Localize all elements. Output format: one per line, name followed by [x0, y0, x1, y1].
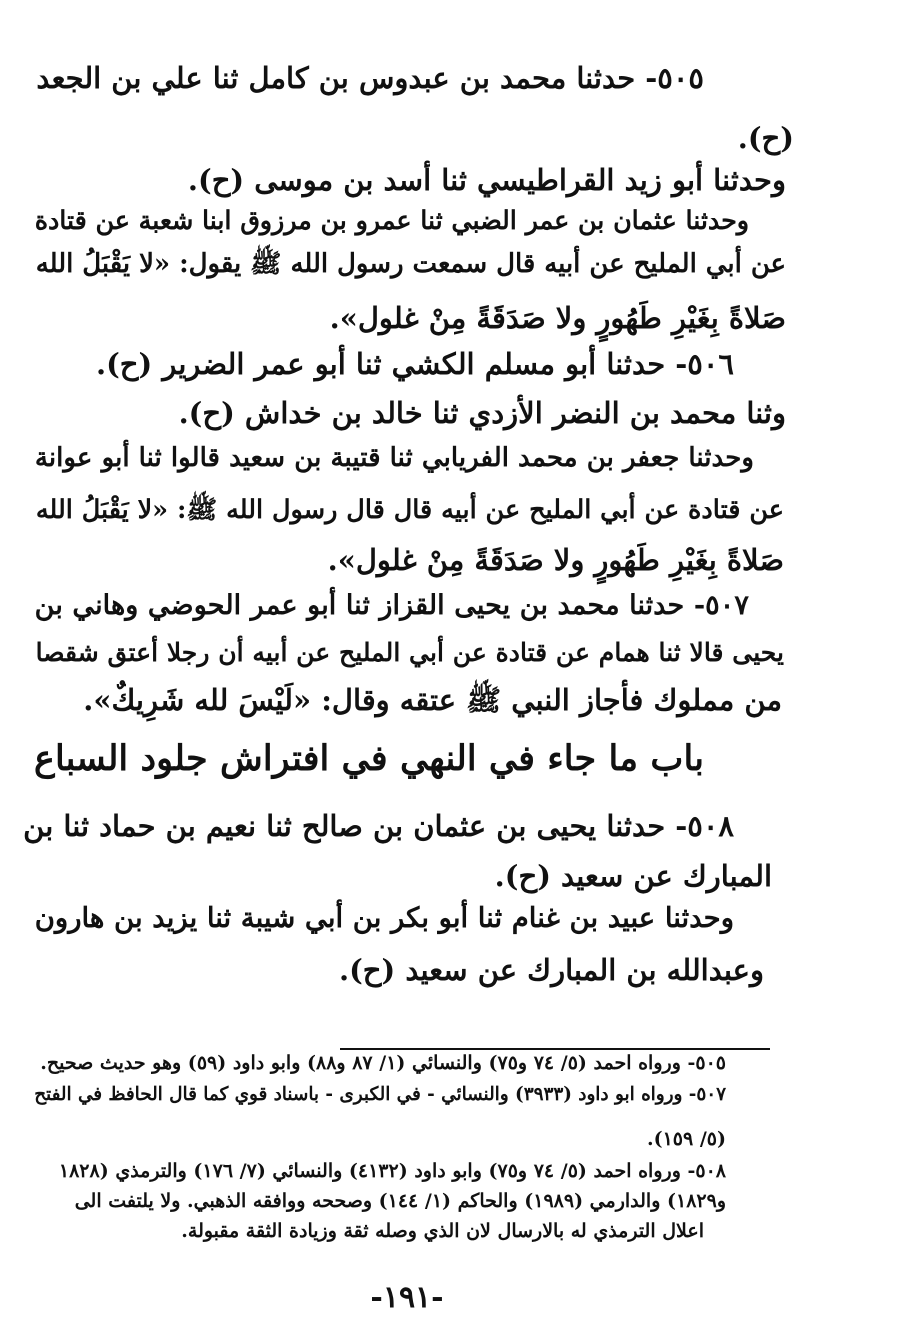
body-line: وحدثنا عبيد بن غنام ثنا أبو بكر بن أبي شيبة ثنا يزيد بن هارون — [34, 902, 734, 934]
page-number: -١٩١- — [370, 1280, 444, 1315]
footnote-line: ٥٠٧- ورواه ابو داود (٣٩٣٣) والنسائي - في الكبرى - باسناد قوي كما قال الحافظ في الفتح — [34, 1084, 726, 1105]
body-line: صَلاةً بِغَيْرِ طَهُورٍ ولا صَدَقَةً مِنْ غلول». — [329, 301, 786, 335]
body-line: وحدثنا عثمان بن عمر الضبي ثنا عمرو بن مرزوق ابنا شعبة عن قتادة — [34, 205, 749, 235]
footnote-line: و١٨٢٩) والدارمي (١٩٨٩) والحاكم (١/ ١٤٤) وصححه ووافقه الذهبي. ولا يلتفت الى — [74, 1190, 726, 1212]
body-line: ٥٠٦- حدثنا أبو مسلم الكشي ثنا أبو عمر الضرير (ح). — [95, 347, 734, 381]
footnote-line: ٥٠٨- ورواه احمد (٥/ ٧٤ و٧٥) وابو داود (٤١٣٢) والنسائي (٧/ ١٧٦) والترمذي (١٨٢٨ — [58, 1160, 726, 1182]
body-line: عن قتادة عن أبي المليح عن أبيه قال قال رسول الله ﷺ: «لا يَقْبَلُ الله — [35, 495, 784, 525]
body-line: وحدثنا أبو زيد القراطيسي ثنا أسد بن موسى (ح). — [187, 163, 786, 197]
body-line: ٥٠٥- حدثنا محمد بن عبدوس بن كامل ثنا علي بن الجعد — [36, 61, 704, 95]
body-line: المبارك عن سعيد (ح). — [494, 859, 772, 893]
body-line: وحدثنا جعفر بن محمد الفريابي ثنا قتيبة بن سعيد قالوا ثنا أبو عوانة — [34, 442, 754, 473]
body-line: يحيى قالا ثنا همام عن قتادة عن أبي المليح عن أبيه أن رجلا أعتق شقصا — [35, 637, 784, 667]
body-line: من مملوك فأجاز النبي ﷺ عتقه وقال: «لَيْسَ لله شَرِيكٌ». — [83, 683, 782, 717]
footnote-line: اعلال الترمذي له بالارسال لان الذي وصله ثقة وزيادة الثقة مقبولة. — [181, 1220, 704, 1242]
body-line: ٥٠٧- حدثنا محمد بن يحيى القزاز ثنا أبو عمر الحوضي وهاني بن — [34, 589, 749, 621]
body-line: صَلاةً بِغَيْرِ طَهُورٍ ولا صَدَقَةً مِنْ غلول». — [327, 543, 784, 577]
body-line: وثنا محمد بن النضر الأزدي ثنا خالد بن خداش (ح). — [178, 396, 786, 430]
footnote-line: ٥٠٥- ورواه احمد (٥/ ٧٤ و٧٥) والنسائي (١/ ٨٧ و٨٨) وابو داود (٥٩) وهو حديث صحيح. — [40, 1052, 726, 1074]
body-line: عن أبي المليح عن أبيه قال سمعت رسول الله ﷺ يقول: «لا يَقْبَلُ الله — [35, 249, 786, 279]
footnote-line: (٥/ ١٥٩). — [646, 1128, 726, 1150]
body-line: وعبدالله بن المبارك عن سعيد (ح). — [338, 953, 764, 987]
body-line: ٥٠٨- حدثنا يحيى بن عثمان بن صالح ثنا نعيم بن حماد ثنا بن — [23, 809, 734, 843]
chapter-heading: باب ما جاء في النهي في افتراش جلود السباع — [33, 738, 704, 779]
body-line: (ح). — [737, 121, 794, 155]
